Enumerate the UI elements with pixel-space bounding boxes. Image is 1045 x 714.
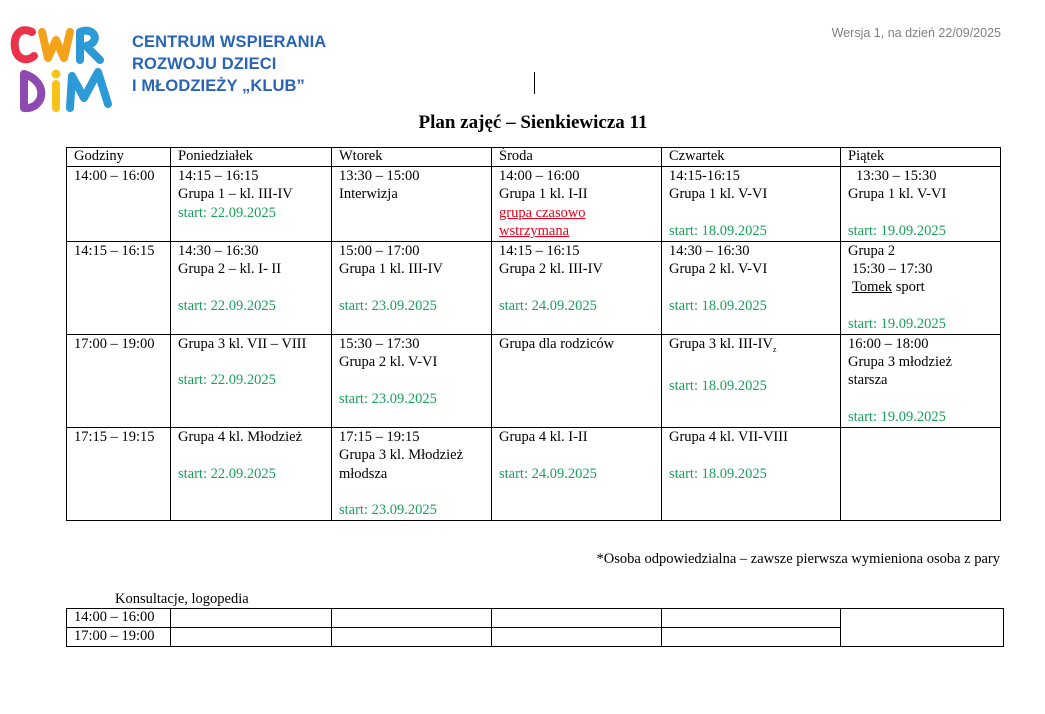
start-date: start: 24.09.2025	[499, 297, 597, 314]
suspended-note: wstrzymana	[499, 223, 570, 240]
hours-cell: 17:00 – 19:00	[67, 628, 171, 647]
start-date: start: 23.09.2025	[339, 502, 437, 519]
friday-cell	[841, 427, 1001, 520]
header-wednesday: Środa	[492, 148, 662, 167]
hours-cell: 17:00 – 19:00	[67, 334, 171, 427]
start-date: start: 18.09.2025	[669, 223, 767, 240]
header-friday: Piątek	[841, 148, 1001, 167]
friday-cell: 16:00 – 18:00 Grupa 3 młodzież starsza start: 19.09.2025	[841, 334, 1001, 427]
header-hours: Godziny	[67, 148, 171, 167]
wednesday-cell: 14:00 – 16:00 Grupa 1 kl. I-II grupa czasowo wstrzymana	[492, 167, 662, 242]
logo-letter-m	[70, 72, 108, 108]
logo-letter-c	[15, 30, 34, 59]
monday-cell: Grupa 4 kl. Młodzież start: 22.09.2025	[171, 427, 332, 520]
table-row	[67, 241, 1001, 334]
start-date: start: 18.09.2025	[669, 378, 767, 395]
tuesday-cell: 17:15 – 19:15 Grupa 3 kl. Młodzież młodsza start: 23.09.2025	[332, 427, 492, 520]
logo-dot-i	[52, 70, 61, 79]
start-date: start: 22.09.2025	[178, 372, 276, 389]
wednesday-cell: Grupa 4 kl. I-II start: 24.09.2025	[492, 427, 662, 520]
start-date: start: 19.09.2025	[848, 409, 946, 426]
organization-name	[132, 31, 326, 97]
header-thursday: Czwartek	[662, 148, 841, 167]
thursday-cell: 14:30 – 16:30 Grupa 2 kl. V-VI start: 18.09.2025	[662, 241, 841, 334]
hours-cell: 14:00 – 16:00	[67, 609, 171, 628]
monday-cell: Grupa 3 kl. VII – VIII start: 22.09.2025	[171, 334, 332, 427]
page-title: Plan zajęć – Sienkiewicza 11	[418, 112, 648, 133]
consultation-title: Konsultacje, logopedia	[115, 591, 249, 607]
hours-cell: 17:15 – 19:15	[67, 427, 171, 520]
version-date: Wersja 1, na dzień 22/09/2025	[831, 26, 1001, 40]
logo-letter-w	[42, 32, 70, 58]
start-date: start: 19.09.2025	[848, 316, 946, 333]
friday-cell: Grupa 2 15:30 – 17:30 Tomek sport start: 19.09.2025	[841, 241, 1001, 334]
person-name: Tomek	[852, 279, 893, 296]
table-row	[67, 334, 1001, 427]
suspended-note: grupa czasowo	[499, 204, 586, 221]
org-name-line-2: ROZWOJU DZIECI	[132, 55, 277, 73]
logo-letter-d	[24, 74, 41, 108]
header-monday: Poniedziałek	[171, 148, 332, 167]
hours-cell: 14:00 – 16:00	[67, 167, 171, 242]
logo-text: CWR DIM	[66, 115, 71, 116]
tuesday-cell: 15:00 – 17:00 Grupa 1 kl. III-IV start: 23.09.2025	[332, 241, 492, 334]
schedule-table	[66, 147, 1001, 521]
start-date: start: 22.09.2025	[178, 297, 276, 314]
start-date: start: 23.09.2025	[339, 297, 437, 314]
start-date: start: 18.09.2025	[669, 297, 767, 314]
start-date: start: 19.09.2025	[848, 223, 946, 240]
header-tuesday: Wtorek	[332, 148, 492, 167]
tuesday-cell: 15:30 – 17:30 Grupa 2 kl. V-VI start: 23.09.2025	[332, 334, 492, 427]
thursday-cell: Grupa 3 kl. III-$IV_z$ start: 18.09.2025	[662, 334, 841, 427]
table-header-row	[67, 148, 1001, 167]
monday-cell: 14:30 – 16:30 Grupa 2 – kl. I- II start: 22.09.2025	[171, 241, 332, 334]
org-name-line-3: I MŁODZIEŻY „KLUB”	[132, 77, 305, 95]
tuesday-cell: 13:30 – 15:00 Interwizja	[332, 167, 492, 242]
start-date: start: 24.09.2025	[499, 465, 597, 482]
friday-cell: 13:30 – 15:30 Grupa 1 kl. V-VI start: 19.09.2025	[841, 167, 1001, 242]
responsibility-footnote: *Osoba odpowiedzialna – zawsze pierwsza wymieniona osoba z pary	[596, 551, 1000, 567]
text-cursor	[534, 72, 535, 94]
consultation-table	[66, 608, 1004, 647]
monday-cell: 14:15 – 16:15 Grupa 1 – kl. III-IV start: 22.09.2025	[171, 167, 332, 242]
table-row	[67, 427, 1001, 520]
start-date: start: 22.09.2025	[178, 204, 276, 221]
logo-letter-r	[80, 31, 100, 60]
table-row	[67, 609, 1004, 628]
hours-cell: 14:15 – 16:15	[67, 241, 171, 334]
start-date: start: 18.09.2025	[669, 465, 767, 482]
cwrdim-logo	[10, 12, 122, 116]
wednesday-cell: 14:15 – 16:15 Grupa 2 kl. III-IV start: 24.09.2025	[492, 241, 662, 334]
org-name-line-1: CENTRUM WSPIERANIA	[132, 33, 327, 51]
thursday-cell: 14:15-16:15 Grupa 1 kl. V-VI start: 18.09.2025	[662, 167, 841, 242]
wednesday-cell: Grupa dla rodziców	[492, 334, 662, 427]
thursday-cell: Grupa 4 kl. VII-VIII start: 18.09.2025	[662, 427, 841, 520]
start-date: start: 22.09.2025	[178, 465, 276, 482]
start-date: start: 23.09.2025	[339, 390, 437, 407]
table-row	[67, 167, 1001, 242]
